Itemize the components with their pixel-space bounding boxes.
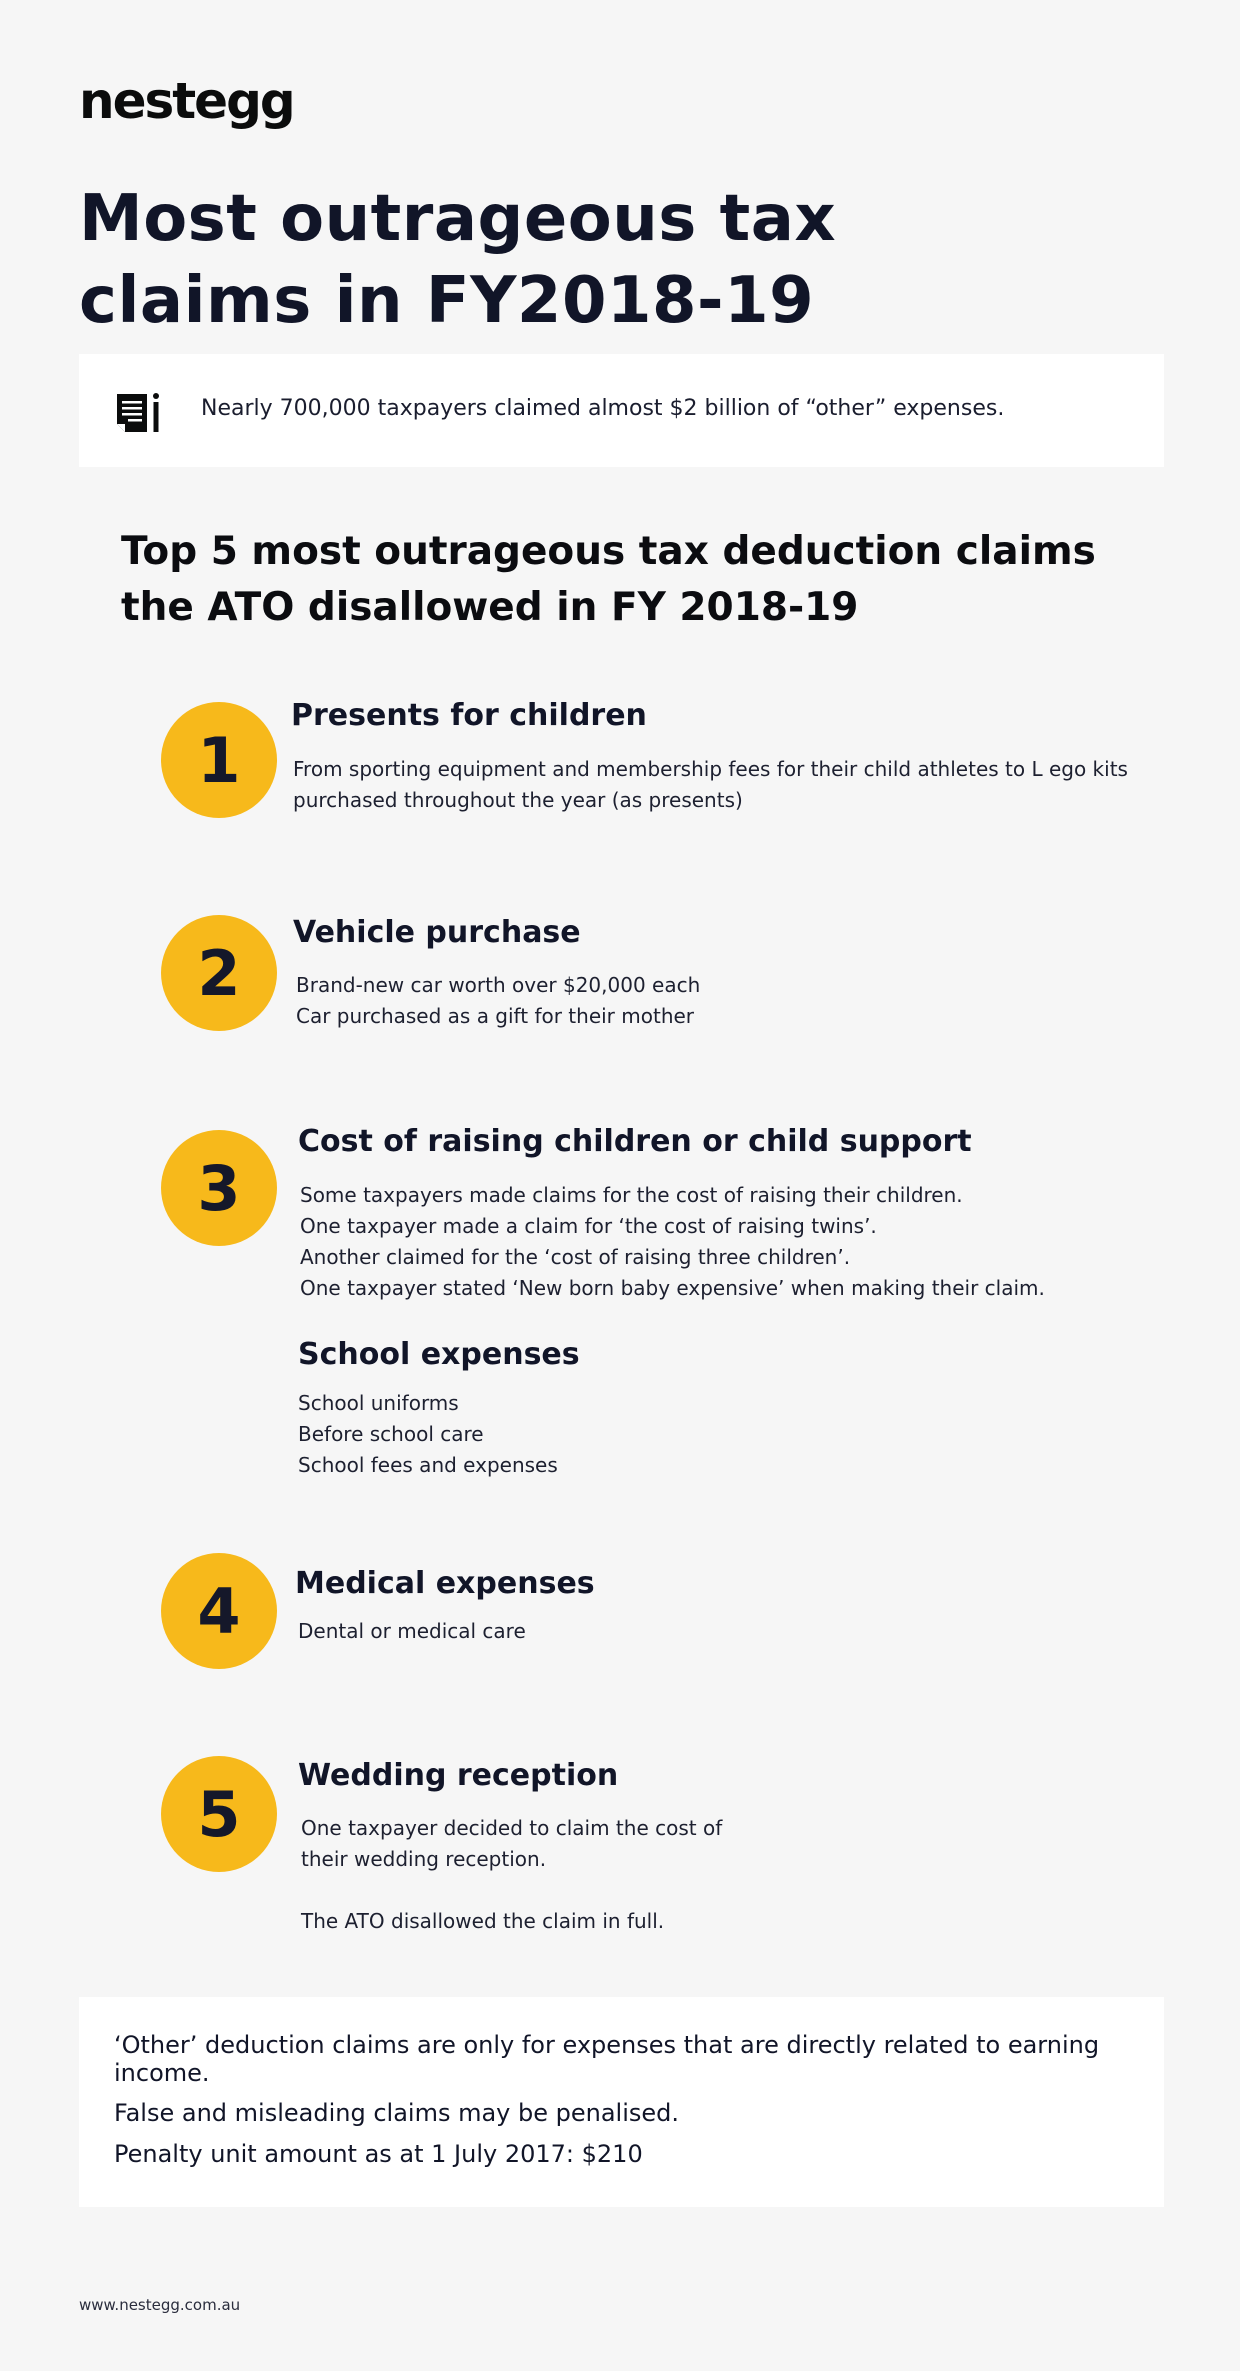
item-line: One taxpayer decided to claim the cost of <box>301 1816 723 1840</box>
item-line: their wedding reception. <box>301 1847 547 1871</box>
item-line: Another claimed for the ‘cost of raising three children’. <box>300 1245 851 1269</box>
item-title-5: Wedding reception <box>298 1758 619 1793</box>
item-line: Brand-new car worth over $20,000 each <box>296 973 701 997</box>
item-line: School fees and expenses <box>298 1453 558 1477</box>
item-sublist-3 <box>298 1388 558 1481</box>
item-line: One taxpayer stated ‘New born baby expensive’ when making their claim. <box>300 1276 1045 1300</box>
number-badge-3: 3 <box>161 1130 277 1246</box>
number-badge-1: 1 <box>161 702 277 818</box>
item-line: The ATO disallowed the claim in full. <box>301 1909 665 1933</box>
item-line: One taxpayer made a claim for ‘the cost of raising twins’. <box>300 1214 877 1238</box>
number-badge-5: 5 <box>161 1756 277 1872</box>
item-body-4 <box>298 1616 526 1647</box>
note-line: False and misleading claims may be penalised. <box>114 2099 680 2127</box>
item-line: Some taxpayers made claims for the cost of raising their children. <box>300 1183 963 1207</box>
note-line: Penalty unit amount as at 1 July 2017: $210 <box>114 2140 643 2168</box>
penalty-note <box>114 2093 679 2175</box>
stat-card <box>79 354 1164 467</box>
page-title: Most outrageous tax claims in FY2018-19 <box>79 182 837 338</box>
item-line: From sporting equipment and membership fees for their child athletes to L ego kits <box>293 757 1128 781</box>
nestegg-logo: nestegg <box>79 72 294 130</box>
note-text: ‘Other’ deduction claims are only for expenses that are directly related to earning income. <box>114 2031 1100 2087</box>
stat-text: Nearly 700,000 taxpayers claimed almost $2 billion of “other” expenses. <box>201 396 1005 421</box>
item-body-3 <box>300 1180 1045 1304</box>
footer-url: www.nestegg.com.au <box>79 2296 241 2314</box>
item-title-1: Presents for children <box>291 698 647 733</box>
item-body-2 <box>296 970 700 1032</box>
item-subtitle-3: School expenses <box>298 1337 580 1372</box>
item-body-5 <box>301 1813 722 1937</box>
item-line: Dental or medical care <box>298 1619 526 1643</box>
document-info-icon <box>117 392 161 432</box>
item-line: School uniforms <box>298 1391 459 1415</box>
item-line <box>301 1875 722 1906</box>
item-line: Before school care <box>298 1422 484 1446</box>
item-title-4: Medical expenses <box>295 1566 595 1601</box>
note-card <box>79 1997 1164 2207</box>
number-badge-4: 4 <box>161 1553 277 1669</box>
number-badge-2: 2 <box>161 915 277 1031</box>
section-heading: Top 5 most outrageous tax deduction claims the ATO disallowed in FY 2018-19 <box>121 529 1096 630</box>
item-line: Car purchased as a gift for their mother <box>296 1004 695 1028</box>
item-line: purchased throughout the year (as presents) <box>293 788 743 812</box>
item-body-1 <box>293 754 1128 816</box>
item-title-3: Cost of raising children or child support <box>298 1124 972 1159</box>
item-title-2: Vehicle purchase <box>293 915 581 950</box>
